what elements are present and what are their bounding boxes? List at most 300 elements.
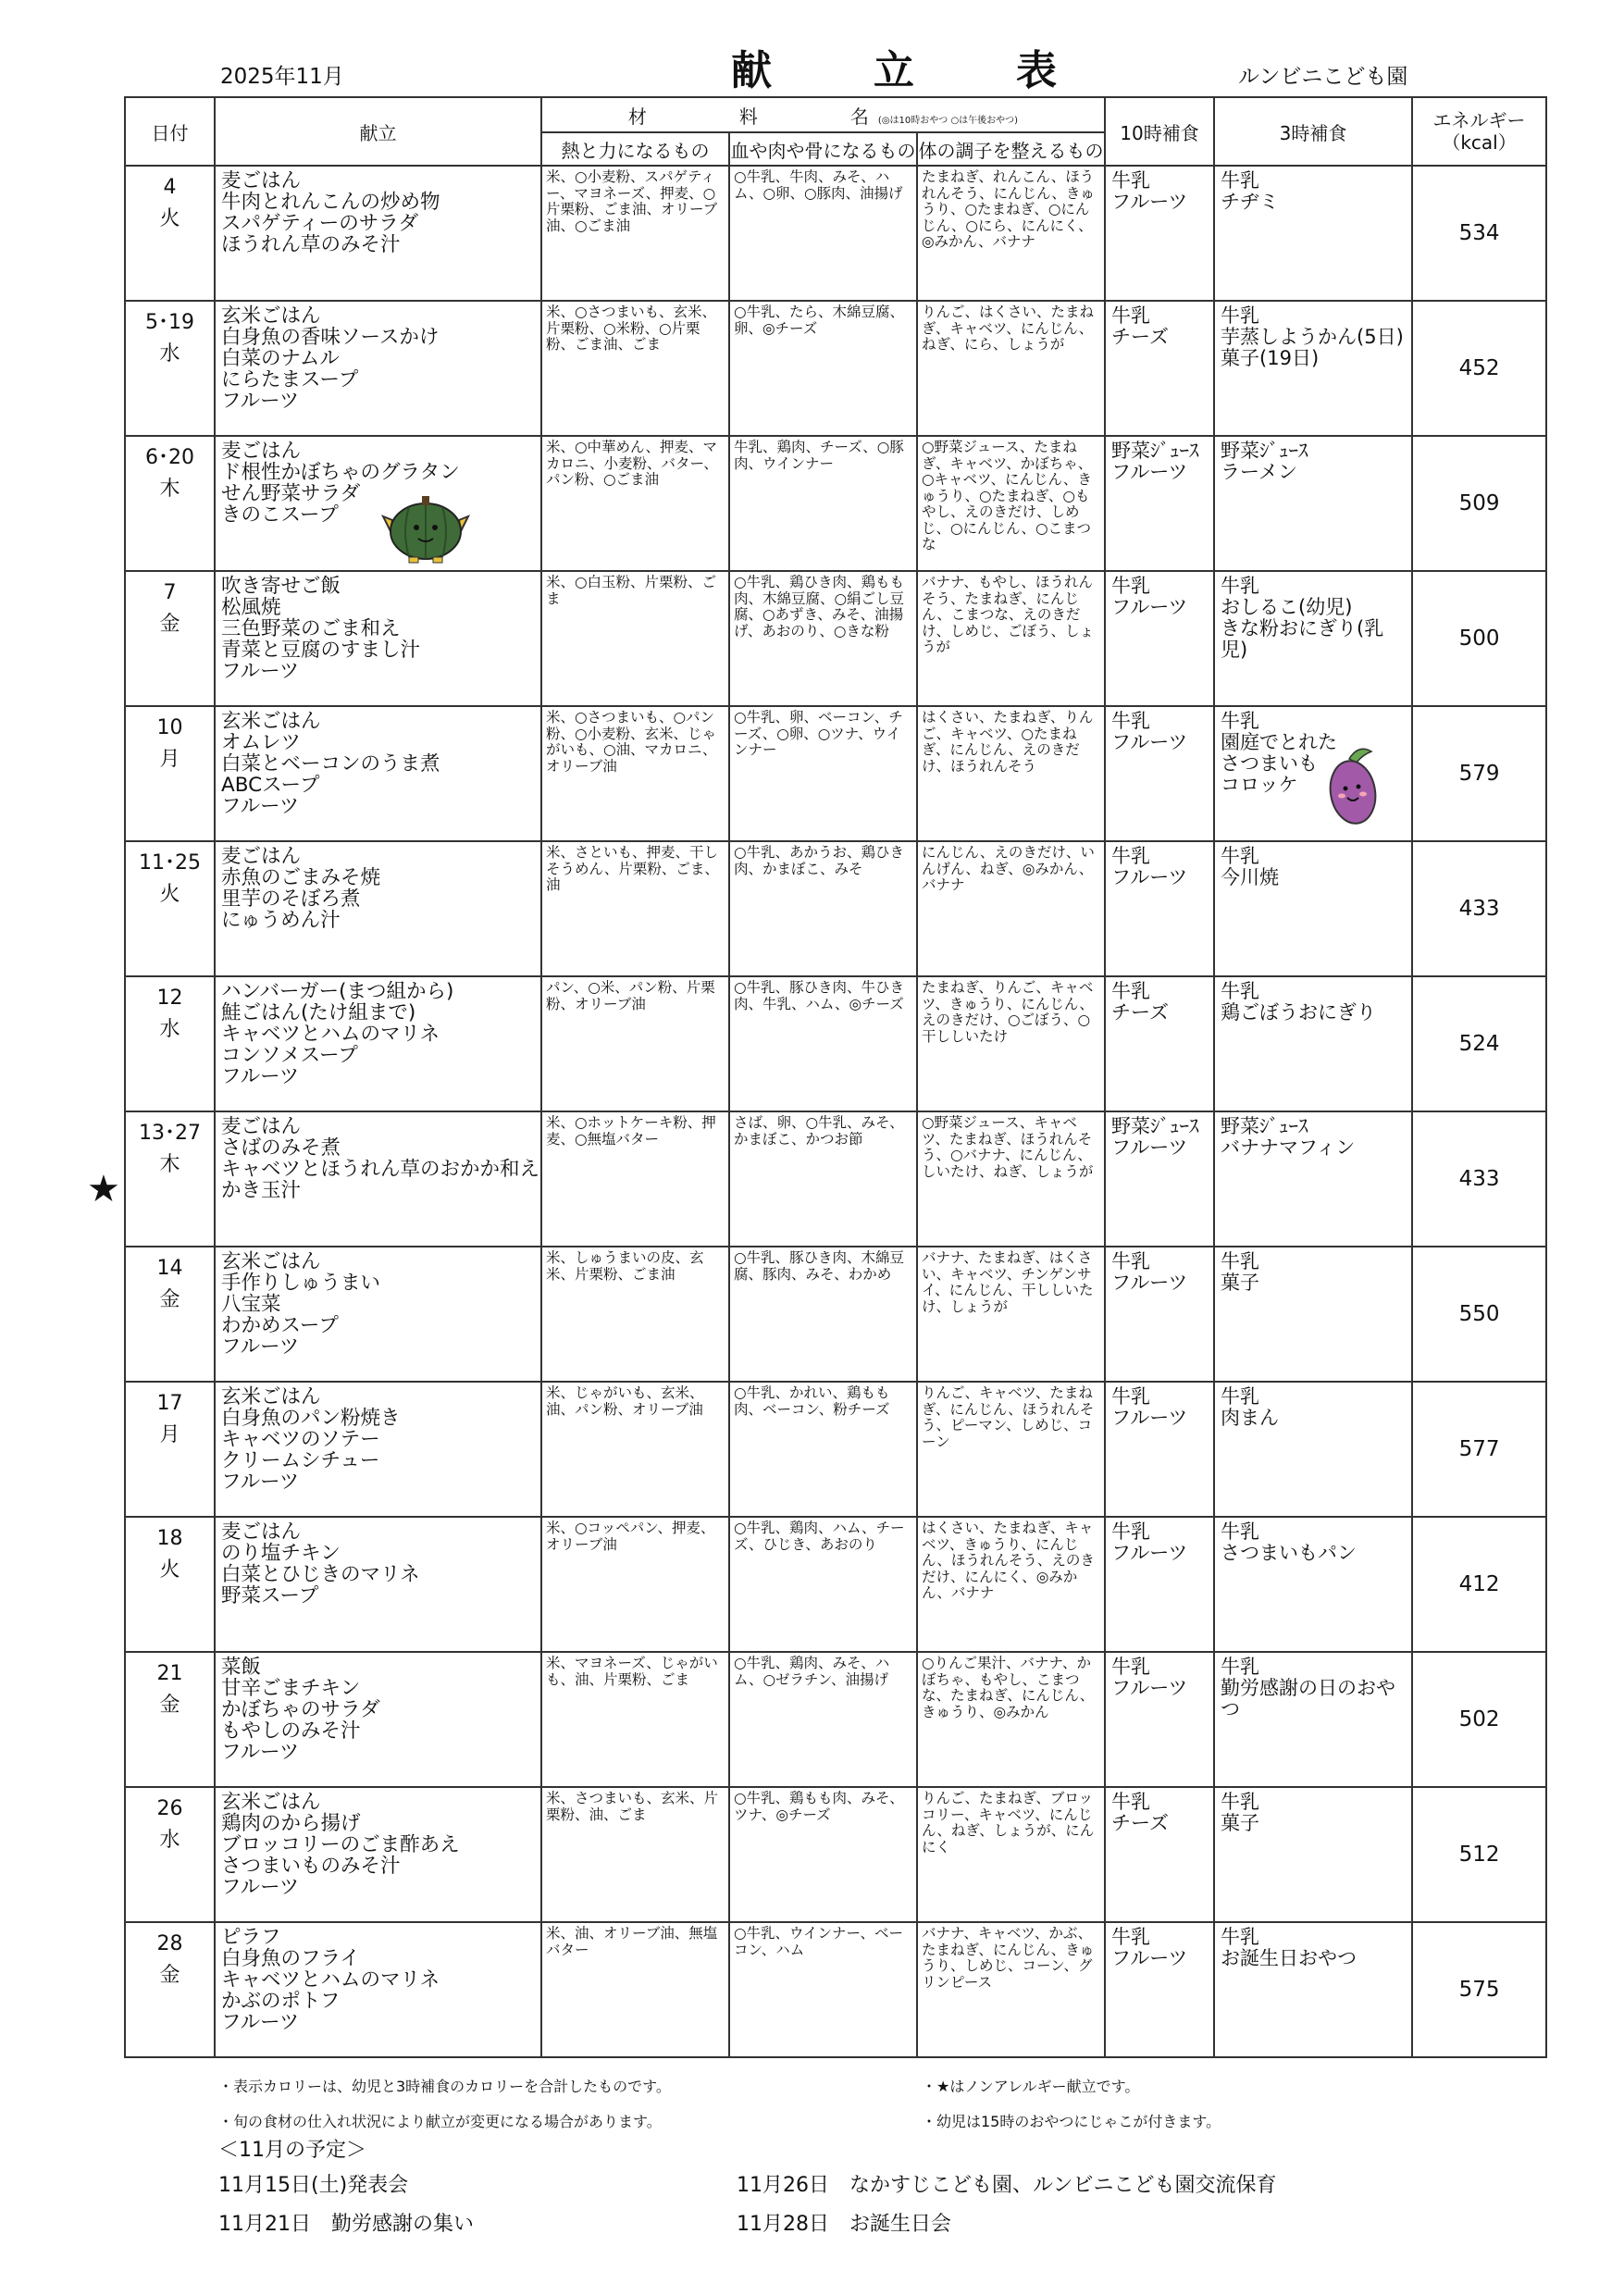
snack3-cell — [1214, 301, 1412, 436]
dish-item: さつまいものみそ汁 — [221, 1855, 401, 1878]
date-cell — [125, 1922, 215, 2057]
snack-item: 牛乳 — [1111, 710, 1151, 732]
energy-value: 575 — [1412, 1922, 1546, 2057]
ingredients-blood: ○牛乳、あかうお、鶏ひき肉、かまぼこ、みそ — [729, 841, 917, 976]
dish-item: かき玉汁 — [221, 1179, 302, 1202]
schedule-item: 11月26日 なかすじこども園、ルンビニこども園交流保育 — [737, 2174, 1277, 2197]
dish-item: 玄米ごはん — [221, 710, 321, 733]
dishes-cell — [215, 166, 541, 301]
energy-value: 524 — [1412, 976, 1546, 1111]
date-cell — [125, 1111, 215, 1247]
ingredients-body: はくさい、たまねぎ、キャベツ、きゅうり、にんじん、ほうれんそう、えのきだけ、にんにく、◎みかん、バナナ — [917, 1517, 1105, 1652]
ingredients-blood: さば、卵、○牛乳、みそ、かまぼこ、かつお節 — [729, 1111, 917, 1247]
ingredients-heat: 米、しゅうまいの皮、玄米、片栗粉、ごま油 — [541, 1247, 729, 1382]
snack-item: フルーツ — [1111, 1947, 1188, 1969]
snack-item: フルーツ — [1111, 1272, 1188, 1294]
snack-item: さつまいもパン — [1221, 1542, 1357, 1564]
dish-item: オムレツ — [221, 731, 302, 754]
snack-item: さつまいも — [1221, 752, 1319, 775]
title-char: 献 — [731, 47, 772, 94]
dish-item: 麦ごはん — [221, 169, 302, 192]
snack-item: 牛乳 — [1221, 1926, 1260, 1948]
ingredients-body: りんご、たまねぎ、ブロッコリー、キャベツ、にんじん、ねぎ、しょうが、にんにく — [917, 1787, 1105, 1922]
snack-item: 牛乳 — [1221, 1656, 1260, 1678]
snack10-cell — [1105, 166, 1214, 301]
dish-item: わかめスープ — [221, 1314, 339, 1337]
note-allergy: ・★はノンアレルギー献立です。 — [922, 2078, 1140, 2095]
dish-item: せん野菜サラダ — [221, 482, 361, 505]
dishes-cell — [215, 1517, 541, 1652]
snack-item: 肉まん — [1221, 1407, 1280, 1429]
dish-item: ド根性かぼちゃのグラタン — [221, 461, 460, 484]
ingredients-heat: 米、○ホットケーキ粉、押麦、○無塩バター — [541, 1111, 729, 1247]
dish-item: ほうれん草のみそ汁 — [221, 233, 401, 256]
snack-item: 牛乳 — [1111, 304, 1151, 327]
energy-value: 512 — [1412, 1787, 1546, 1922]
date-number: 28 — [156, 1932, 183, 1955]
dishes-cell — [215, 976, 541, 1111]
ingredients-body: バナナ、もやし、ほうれんそう、たまねぎ、にんじん、こまつな、えのきだけ、しめじ、ごぼう、しょうが — [917, 571, 1105, 706]
ingredients-heat: 米、○中華めん、押麦、マカロニ、小麦粉、バター、パン粉、○ごま油 — [541, 436, 729, 571]
dish-item: キャベツとほうれん草のおかか和え — [221, 1158, 540, 1181]
date-number: 5･19 — [145, 311, 194, 334]
date-number: 7 — [163, 581, 177, 604]
header-snack10: 10時補食 — [1105, 97, 1214, 166]
snack3-cell — [1214, 1382, 1412, 1517]
dish-item: かぶのポトフ — [221, 1990, 341, 2013]
snack-item: チーズ — [1111, 1001, 1169, 1024]
snack-item: 鶏ごぼうおにぎり — [1221, 1001, 1377, 1024]
dish-item: フルーツ — [221, 2011, 300, 2034]
dishes-cell — [215, 1787, 541, 1922]
dish-item: 甘辛ごまチキン — [221, 1677, 361, 1700]
snack-item: チーズ — [1111, 1812, 1169, 1834]
date-number: 17 — [156, 1392, 183, 1415]
ingredients-blood: ○牛乳、ウインナー、ベーコン、ハム — [729, 1922, 917, 2057]
dish-item: スパゲティーのサラダ — [221, 212, 419, 235]
snack-item: フルーツ — [1111, 1542, 1188, 1564]
snack-item: 牛乳 — [1221, 1520, 1260, 1543]
energy-value: 500 — [1412, 571, 1546, 706]
header-energy: エネルギー （kcal） — [1412, 97, 1546, 166]
dish-item: フルーツ — [221, 660, 300, 683]
snack-item: 牛乳 — [1221, 169, 1260, 192]
date-cell — [125, 1652, 215, 1787]
dish-item: さばのみそ煮 — [221, 1136, 341, 1160]
snack-item: コロッケ — [1221, 774, 1298, 796]
day-of-week: 月 — [159, 748, 180, 771]
snack-item: 牛乳 — [1221, 710, 1260, 732]
day-of-week: 金 — [159, 1964, 180, 1987]
date-number: 10 — [156, 716, 183, 739]
snack-item: チーズ — [1111, 326, 1169, 348]
day-of-week: 水 — [159, 342, 180, 366]
dish-item: クリームシチュー — [221, 1449, 380, 1472]
dish-item: 赤魚のごまみそ焼 — [221, 866, 381, 889]
schedule-heading: ＜11月の予定＞ — [218, 2139, 366, 2162]
menu-row — [125, 841, 1546, 976]
snack-item: 牛乳 — [1111, 980, 1151, 1002]
ingredients-body: ○野菜ジュース、キャベツ、たまねぎ、ほうれんそう、○バナナ、にんじん、しいたけ、ねぎ、しょうが — [917, 1111, 1105, 1247]
snack-item: 園庭でとれた — [1221, 731, 1338, 753]
header-blood: 血や肉や骨になるもの — [729, 132, 917, 166]
energy-value: 452 — [1412, 301, 1546, 436]
sweet-potato-illustration — [1321, 742, 1386, 831]
ingredients-blood: ○牛乳、たら、木綿豆腐、卵、◎チーズ — [729, 301, 917, 436]
snack-item: 野菜ｼﾞｭｰｽ — [1111, 440, 1199, 462]
ingredients-blood: ○牛乳、牛肉、みそ、ハム、○卵、○豚肉、油揚げ — [729, 166, 917, 301]
snack-item: 牛乳 — [1111, 845, 1151, 867]
energy-value: 550 — [1412, 1247, 1546, 1382]
menu-row — [125, 1247, 1546, 1382]
energy-value: 433 — [1412, 1111, 1546, 1247]
dish-item: 菜飯 — [221, 1656, 262, 1679]
energy-value: 579 — [1412, 706, 1546, 841]
snack-item: ラーメン — [1221, 461, 1297, 483]
ingredients-blood: ○牛乳、豚ひき肉、木綿豆腐、豚肉、みそ、わかめ — [729, 1247, 917, 1382]
snack-item: 芋蒸しようかん(5日) — [1221, 326, 1404, 348]
snack-item: バナナマフィン — [1221, 1136, 1356, 1159]
dish-item: フルーツ — [221, 1471, 300, 1494]
snack3-cell — [1214, 976, 1412, 1111]
dish-item: 牛肉とれんこんの炒め物 — [221, 191, 440, 214]
snack-item: 牛乳 — [1221, 1385, 1260, 1408]
menu-row — [125, 1517, 1546, 1652]
header-menu: 献立 — [215, 97, 541, 166]
ingredients-body: にんじん、えのきだけ、いんげん、ねぎ、◎みかん、バナナ — [917, 841, 1105, 976]
ingredients-blood: ○牛乳、鶏肉、みそ、ハム、○ゼラチン、油揚げ — [729, 1652, 917, 1787]
menu-row — [125, 1787, 1546, 1922]
date-cell — [125, 1382, 215, 1517]
snack3-cell — [1214, 1922, 1412, 2057]
snack-item: 牛乳 — [1111, 1656, 1151, 1678]
date-number: 14 — [156, 1257, 183, 1280]
dish-item: 鮭ごはん(たけ組まで) — [221, 1001, 416, 1024]
dish-item: 里芋のそぼろ煮 — [221, 887, 361, 911]
day-of-week: 火 — [159, 883, 180, 906]
day-of-week: 金 — [159, 613, 180, 636]
snack-item: フルーツ — [1111, 191, 1188, 213]
menu-row — [125, 436, 1546, 571]
ingredients-blood: ○牛乳、卵、ベーコン、チーズ、○卵、○ツナ、ウインナー — [729, 706, 917, 841]
dish-item: フルーツ — [221, 1876, 300, 1899]
snack3-cell — [1214, 841, 1412, 976]
snack-item: 牛乳 — [1221, 1791, 1260, 1813]
month-label: 2025年11月 — [220, 65, 344, 89]
ingredients-heat: 米、○コッペパン、押麦、オリーブ油 — [541, 1517, 729, 1652]
snack10-cell — [1105, 976, 1214, 1111]
snack-item: 牛乳 — [1221, 1250, 1260, 1272]
snack3-cell — [1214, 1247, 1412, 1382]
snack3-cell — [1214, 571, 1412, 706]
date-number: 13･27 — [139, 1122, 201, 1145]
dish-item: フルーツ — [221, 795, 300, 818]
snack-item: 牛乳 — [1221, 575, 1260, 597]
snack-item: 牛乳 — [1221, 304, 1260, 327]
dishes-cell — [215, 841, 541, 976]
snack-item: フルーツ — [1111, 1677, 1188, 1699]
date-cell — [125, 436, 215, 571]
menu-table — [124, 96, 1547, 2058]
snack-item: フルーツ — [1111, 596, 1188, 618]
dish-item: 白菜とベーコンのうま煮 — [221, 752, 440, 776]
snack3-cell — [1214, 1787, 1412, 1922]
ingredients-heat: 米、じゃがいも、玄米、油、パン粉、オリーブ油 — [541, 1382, 729, 1517]
snack-item: フルーツ — [1111, 461, 1188, 483]
ingredients-heat: 米、○さつまいも、○パン粉、○小麦粉、玄米、じゃがいも、○油、マカロニ、オリーブ油 — [541, 706, 729, 841]
ingredients-body: りんご、キャベツ、たまねぎ、にんじん、ほうれんそう、ピーマン、しめじ、コーン — [917, 1382, 1105, 1517]
snack-item: 野菜ｼﾞｭｰｽ — [1221, 440, 1308, 462]
note-change: ・旬の食材の仕入れ状況により献立が変更になる場合があります。 — [218, 2113, 662, 2130]
snack3-cell — [1214, 1517, 1412, 1652]
note-jako: ・幼児は15時のおやつにじゃこが付きます。 — [922, 2113, 1221, 2130]
ingredients-heat: 米、○さつまいも、玄米、片栗粉、○米粉、○片栗粉、ごま油、ごま — [541, 301, 729, 436]
snack10-cell — [1105, 841, 1214, 976]
snack10-cell — [1105, 571, 1214, 706]
snack-item: 菓子(19日) — [1221, 347, 1320, 369]
snack3-cell — [1214, 166, 1412, 301]
snack10-cell — [1105, 301, 1214, 436]
header-date: 日付 — [125, 97, 215, 166]
dish-item: 麦ごはん — [221, 1115, 302, 1138]
dish-item: キャベツとハムのマリネ — [221, 1023, 440, 1046]
dish-item: ピラフ — [221, 1926, 281, 1949]
menu-row — [125, 1111, 1546, 1247]
date-number: 4 — [163, 176, 177, 199]
header-heat: 熱と力になるもの — [541, 132, 729, 166]
energy-value: 412 — [1412, 1517, 1546, 1652]
ingredients-heat: 米、さといも、押麦、干しそうめん、片栗粉、ごま、油 — [541, 841, 729, 976]
ingredients-body: たまねぎ、りんご、キャベツ、きゅうり、にんじん、えのきだけ、○ごぼう、○干ししいたけ — [917, 976, 1105, 1111]
schedule-item: 11月15日(土)発表会 — [218, 2174, 409, 2197]
day-of-week: 水 — [159, 1018, 180, 1041]
ingredients-heat: 米、○白玉粉、片栗粉、ごま — [541, 571, 729, 706]
dish-item: もやしのみそ汁 — [221, 1719, 361, 1743]
dish-item: 鶏肉のから揚げ — [221, 1812, 361, 1835]
ingredients-body: たまねぎ、れんこん、ほうれんそう、にんじん、きゅうり、○たまねぎ、○にんじん、○にら、にんにく、◎みかん、バナナ — [917, 166, 1105, 301]
day-of-week: 火 — [159, 207, 180, 230]
dish-item: 白身魚のパン粉焼き — [221, 1407, 401, 1430]
snack-item: 今川焼 — [1221, 866, 1280, 888]
dish-item: かぼちゃのサラダ — [221, 1698, 380, 1721]
snack-item: お誕生日おやつ — [1221, 1947, 1357, 1969]
ingredients-blood: ○牛乳、豚ひき肉、牛ひき肉、牛乳、ハム、◎チーズ — [729, 976, 917, 1111]
ingredients-heat: 米、○小麦粉、スパゲティー、マヨネーズ、押麦、○片栗粉、ごま油、オリーブ油、○ごま油 — [541, 166, 729, 301]
schedule-item: 11月21日 勤労感謝の集い — [218, 2213, 474, 2236]
snack10-cell — [1105, 436, 1214, 571]
snack10-cell — [1105, 706, 1214, 841]
dishes-cell — [215, 571, 541, 706]
energy-value: 577 — [1412, 1382, 1546, 1517]
energy-value: 502 — [1412, 1652, 1546, 1787]
snack-item: フルーツ — [1111, 866, 1188, 888]
snack-item: 牛乳 — [1111, 1520, 1151, 1543]
ingredients-body: りんご、はくさい、たまねぎ、キャベツ、にんじん、ねぎ、にら、しょうが — [917, 301, 1105, 436]
date-cell — [125, 976, 215, 1111]
snack-item: 牛乳 — [1111, 1926, 1151, 1948]
snack10-cell — [1105, 1517, 1214, 1652]
dish-item: 白身魚の香味ソースかけ — [221, 326, 440, 349]
day-of-week: 水 — [159, 1829, 180, 1852]
dish-item: コンソメスープ — [221, 1044, 358, 1067]
snack10-cell — [1105, 1922, 1214, 2057]
menu-row — [125, 1922, 1546, 2057]
ingredients-heat: 米、マヨネーズ、じゃがいも、油、片栗粉、ごま — [541, 1652, 729, 1787]
dish-item: 八宝菜 — [221, 1293, 281, 1316]
date-number: 11･25 — [139, 851, 201, 875]
date-cell — [125, 1517, 215, 1652]
snack-item: 牛乳 — [1111, 1385, 1151, 1408]
dishes-cell — [215, 706, 541, 841]
snack-item: フルーツ — [1111, 1407, 1188, 1429]
day-of-week: 月 — [159, 1423, 180, 1446]
date-cell — [125, 841, 215, 976]
date-number: 6･20 — [145, 446, 194, 469]
dishes-cell — [215, 1111, 541, 1247]
dish-item: 玄米ごはん — [221, 1250, 321, 1273]
snack-item: きな粉おにぎり(乳児) — [1221, 617, 1384, 661]
dish-item: フルーツ — [221, 390, 300, 413]
menu-row — [125, 301, 1546, 436]
day-of-week: 金 — [159, 1694, 180, 1717]
snack3-cell — [1214, 436, 1412, 571]
title-char: 表 — [1016, 47, 1057, 94]
date-number: 26 — [156, 1797, 183, 1820]
dish-item: フルーツ — [221, 1335, 300, 1359]
snack10-cell — [1105, 1111, 1214, 1247]
ingredients-body: はくさい、たまねぎ、りんご、キャベツ、○たまねぎ、にんじん、えのきだけ、ほうれんそう — [917, 706, 1105, 841]
snack-item: 牛乳 — [1221, 845, 1260, 867]
ingredients-blood: ○牛乳、鶏ひき肉、鶏もも肉、木綿豆腐、○絹ごし豆腐、○あずき、みそ、油揚げ、あおのり、○きな粉 — [729, 571, 917, 706]
page-title — [731, 37, 1057, 96]
dish-item: 麦ごはん — [221, 1520, 302, 1544]
snack-item: 牛乳 — [1111, 1250, 1151, 1272]
snack-item: フルーツ — [1111, 731, 1188, 753]
ingredients-heat: パン、○米、パン粉、片栗粉、オリーブ油 — [541, 976, 729, 1111]
dish-item: 麦ごはん — [221, 845, 302, 868]
snack-item: 菓子 — [1221, 1272, 1260, 1294]
ingredients-blood: ○牛乳、かれい、鶏もも肉、ベーコン、粉チーズ — [729, 1382, 917, 1517]
dish-item: にらたまスープ — [221, 368, 359, 391]
date-number: 12 — [156, 987, 183, 1010]
dish-item: 野菜スープ — [221, 1584, 319, 1607]
snack10-cell — [1105, 1247, 1214, 1382]
date-number: 18 — [156, 1527, 183, 1550]
day-of-week: 木 — [159, 478, 180, 501]
menu-row — [125, 1652, 1546, 1787]
snack-item: 勤労感謝の日のおやつ — [1221, 1677, 1396, 1720]
dish-item: ブロッコリーのごま酢あえ — [221, 1833, 460, 1856]
dish-item: 吹き寄せご飯 — [221, 575, 341, 598]
snack3-cell — [1214, 1111, 1412, 1247]
ingredients-blood: ○牛乳、鶏肉、ハム、チーズ、ひじき、あおのり — [729, 1517, 917, 1652]
dish-item: キャベツのソテー — [221, 1428, 380, 1451]
day-of-week: 木 — [159, 1153, 180, 1176]
dish-item: 手作りしゅうまい — [221, 1272, 381, 1295]
dish-item: きのこスープ — [221, 503, 339, 527]
ingredients-body: バナナ、キャベツ、かぶ、たまねぎ、にんじん、きゅうり、しめじ、コーン、グリンピース — [917, 1922, 1105, 2057]
title-char: 立 — [874, 47, 914, 94]
dish-item: フルーツ — [221, 1741, 300, 1764]
dish-item: にゅうめん汁 — [221, 909, 341, 932]
snack-item: 牛乳 — [1111, 575, 1151, 597]
energy-value: 433 — [1412, 841, 1546, 976]
dishes-cell — [215, 1382, 541, 1517]
date-cell — [125, 1787, 215, 1922]
header-body: 体の調子を整えるもの — [917, 132, 1105, 166]
menu-row — [125, 976, 1546, 1111]
snack10-cell — [1105, 1787, 1214, 1922]
snack-item: 牛乳 — [1111, 169, 1151, 192]
dish-item: 玄米ごはん — [221, 304, 321, 328]
dish-item: 青菜と豆腐のすまし汁 — [221, 639, 421, 662]
ingredients-body: ○りんご果汁、バナナ、かぼちゃ、もやし、こまつな、たまねぎ、にんじん、きゅうり、◎みかん — [917, 1652, 1105, 1787]
ingredients-blood: ○牛乳、鶏もも肉、みそ、ツナ、◎チーズ — [729, 1787, 917, 1922]
menu-row — [125, 571, 1546, 706]
menu-row — [125, 1382, 1546, 1517]
date-number: 21 — [156, 1662, 183, 1685]
ingredients-heat: 米、油、オリーブ油、無塩バター — [541, 1922, 729, 2057]
dish-item: 玄米ごはん — [221, 1385, 321, 1409]
snack-item: 牛乳 — [1111, 1791, 1151, 1813]
snack10-cell — [1105, 1382, 1214, 1517]
school-name: ルンビニこども園 — [1238, 65, 1408, 89]
snack10-cell — [1105, 1652, 1214, 1787]
dish-item: 松風焼 — [221, 596, 281, 619]
schedule-item: 11月28日 お誕生日会 — [737, 2213, 951, 2236]
snack-item: フルーツ — [1111, 1136, 1188, 1159]
snack-item: 菓子 — [1221, 1812, 1260, 1834]
ingredients-body: ○野菜ジュース、たまねぎ、キャベツ、かぼちゃ、○キャベツ、にんじん、きゅうり、○たまねぎ、○もやし、えのきだけ、しめじ、○にんじん、○こまつな — [917, 436, 1105, 571]
pumpkin-illustration — [381, 489, 470, 565]
header-snack3: 3時補食 — [1214, 97, 1412, 166]
snack3-cell — [1214, 1652, 1412, 1787]
note-calorie: ・表示カロリーは、幼児と3時補食のカロリーを合計したものです。 — [218, 2078, 671, 2095]
dish-item: 麦ごはん — [221, 440, 302, 463]
date-cell — [125, 1247, 215, 1382]
dish-item: 白菜とひじきのマリネ — [221, 1563, 420, 1586]
dish-item: ABCスープ — [221, 774, 320, 797]
dishes-cell — [215, 301, 541, 436]
energy-value: 509 — [1412, 436, 1546, 571]
ingredients-body: バナナ、たまねぎ、はくさい、キャベツ、チンゲンサイ、にんじん、干ししいたけ、しょうが — [917, 1247, 1105, 1382]
menu-row — [125, 166, 1546, 301]
snack-item: 牛乳 — [1221, 980, 1260, 1002]
dish-item: のり塩チキン — [221, 1542, 341, 1565]
ingredients-blood: 牛乳、鶏肉、チーズ、○豚肉、ウインナー — [729, 436, 917, 571]
dishes-cell — [215, 436, 541, 571]
header-materials: 材 料 名(◎は10時おやつ ○は午後おやつ) — [541, 97, 1105, 132]
date-cell — [125, 301, 215, 436]
day-of-week: 火 — [159, 1558, 180, 1582]
dish-item: キャベツとハムのマリネ — [221, 1968, 440, 1992]
snack-item: 野菜ｼﾞｭｰｽ — [1111, 1115, 1199, 1137]
dish-item: 白身魚のフライ — [221, 1947, 360, 1970]
dish-item: 三色野菜のごま和え — [221, 617, 401, 640]
dish-item: 白菜のナムル — [221, 347, 340, 370]
dish-item: 玄米ごはん — [221, 1791, 321, 1814]
dish-item: フルーツ — [221, 1065, 300, 1088]
day-of-week: 金 — [159, 1288, 180, 1311]
star-mark: ★ — [87, 1168, 120, 1210]
snack-item: チヂミ — [1221, 191, 1280, 213]
dishes-cell — [215, 1652, 541, 1787]
date-cell — [125, 166, 215, 301]
dish-item: ハンバーガー(まつ組から) — [221, 980, 454, 1003]
dishes-cell — [215, 1247, 541, 1382]
date-cell — [125, 571, 215, 706]
energy-value: 534 — [1412, 166, 1546, 301]
